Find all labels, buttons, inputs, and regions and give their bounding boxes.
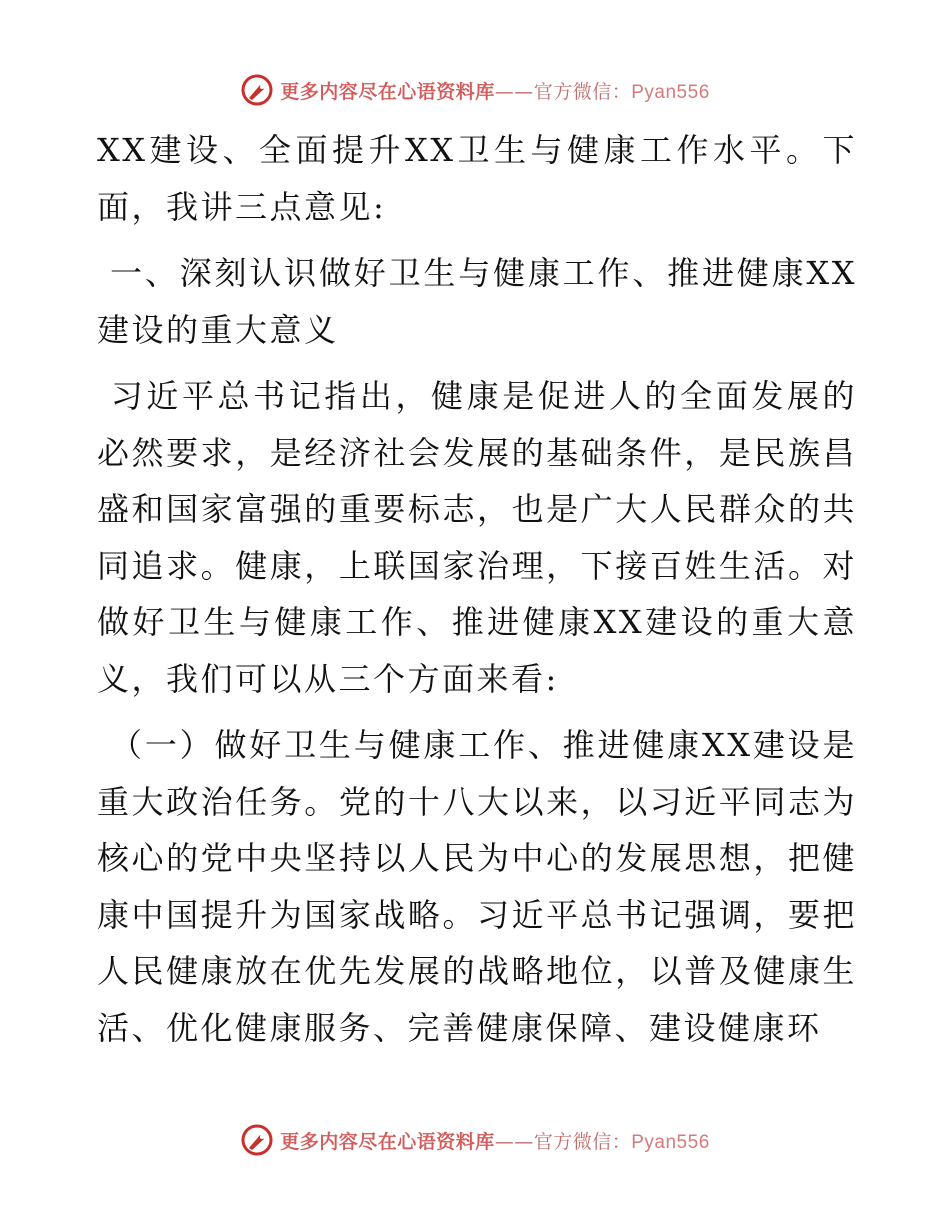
document-body [97, 122, 857, 1066]
paragraph-continuation: XX建设、全面提升XX卫生与健康工作水平。下面，我讲三点意见: [97, 131, 857, 226]
site-name: 更多内容尽在心语资料库 [280, 1130, 495, 1153]
site-name: 更多内容尽在心语资料库 [280, 80, 495, 103]
pen-nib-circle-icon [240, 73, 274, 107]
section-heading-one: 一、深刻认识做好卫生与健康工作、推进健康XX建设的重大意义 [97, 254, 857, 349]
wechat-label: 官方微信： [533, 80, 632, 103]
wechat-id: Pyan556 [631, 1131, 710, 1153]
wechat-id: Pyan556 [631, 81, 710, 103]
watermark-text [280, 77, 710, 104]
wechat-label: 官方微信： [533, 1130, 632, 1153]
dash: —— [494, 80, 534, 103]
paragraph-political-task: （一）做好卫生与健康工作、推进健康XX建设是重大政治任务。党的十八大以来，以习近平同志为核心的党中央坚持以人民为中心的发展思想，把健康中国提升为国家战略。习近平总书记强调，要把人民健康放在优先发展的战略地位，以普及健康生活、优化健康服务、完善健康保障、建设健康环 [97, 726, 857, 1047]
paragraph-significance: 习近平总书记指出，健康是促进人的全面发展的必然要求，是经济社会发展的基础条件，是民族昌盛和国家富强的重要标志，也是广大人民群众的共同追求。健康，上联国家治理，下接百姓生活。对做好卫生与健康工作、推进健康XX建设的重大意义，我们可以从三个方面来看: [97, 377, 857, 698]
watermark-text [280, 1127, 710, 1154]
dash: —— [494, 1130, 534, 1153]
footer-watermark-banner [0, 1120, 950, 1160]
header-watermark-banner [0, 70, 950, 110]
pen-nib-circle-icon [240, 1123, 274, 1157]
